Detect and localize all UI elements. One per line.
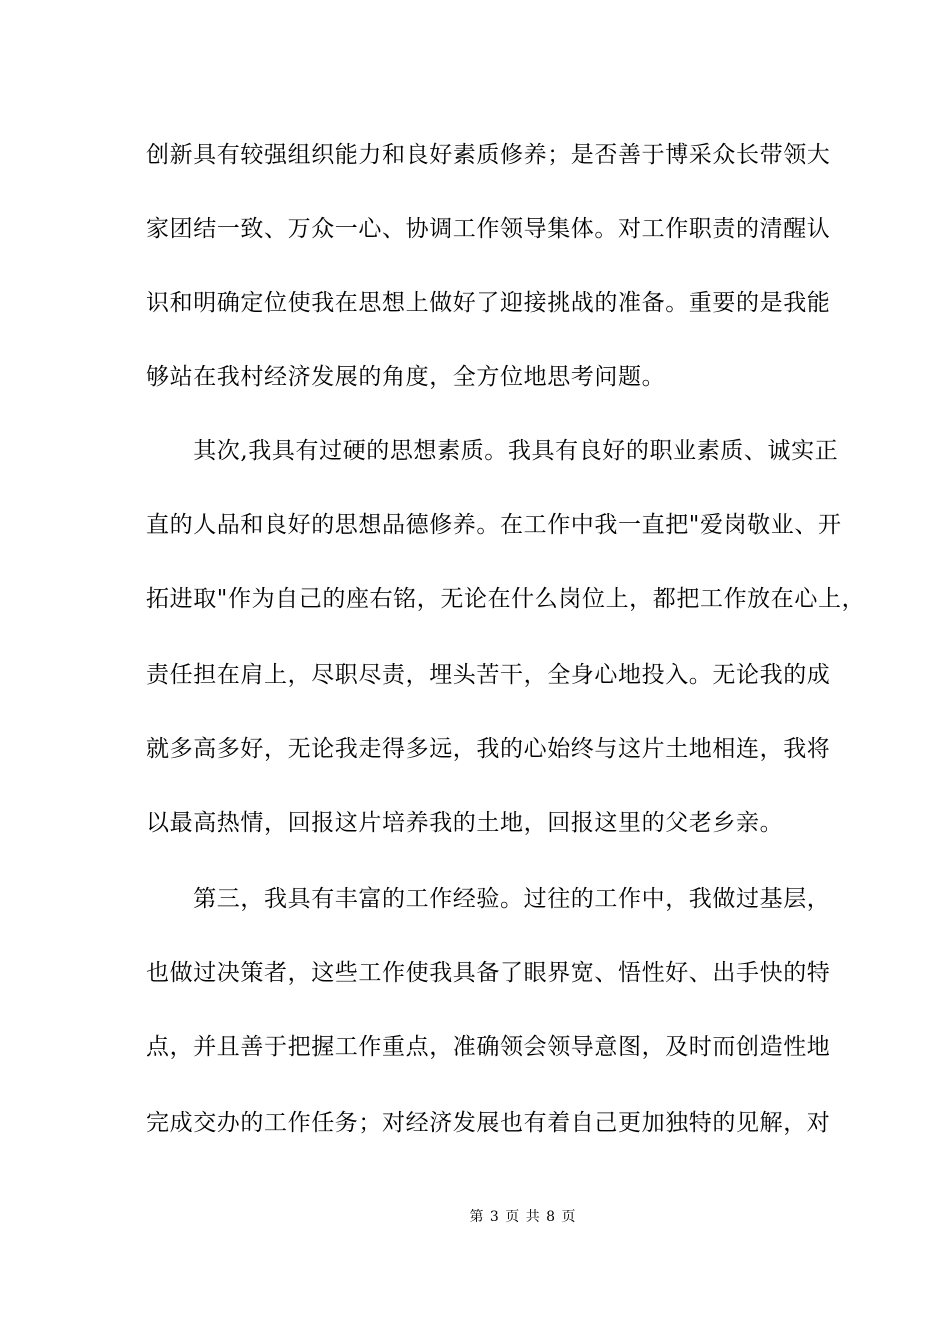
body-line: 够站在我村经济发展的角度，全方位地思考问题。 bbox=[146, 364, 666, 390]
page-number: 第 3 页 共 8 页 bbox=[469, 1209, 577, 1225]
body-line: 就多高多好，无论我走得多远，我的心始终与这片土地相连，我将 bbox=[146, 736, 831, 762]
body-line: 创新具有较强组织能力和良好素质修养；是否善于博采众长带领大 bbox=[146, 142, 831, 168]
body-line: 拓进取"作为自己的座右铭，无论在什么岗位上，都把工作放在心上， bbox=[146, 586, 866, 612]
body-line: 责任担在肩上，尽职尽责，埋头苦干，全身心地投入。无论我的成 bbox=[146, 662, 831, 688]
page-footer bbox=[0, 1208, 950, 1226]
body-line: 识和明确定位使我在思想上做好了迎接挑战的准备。重要的是我能 bbox=[146, 290, 831, 316]
body-line: 其次,我具有过硬的思想素质。我具有良好的职业素质、诚实正 bbox=[146, 438, 839, 464]
body-line: 也做过决策者，这些工作使我具备了眼界宽、悟性好、出手快的特 bbox=[146, 960, 831, 986]
body-line: 以最高热情，回报这片培养我的土地，回报这里的父老乡亲。 bbox=[146, 810, 784, 836]
body-line: 第三，我具有丰富的工作经验。过往的工作中，我做过基层， bbox=[146, 886, 831, 912]
body-line: 完成交办的工作任务；对经济发展也有着自己更加独特的见解，对 bbox=[146, 1110, 831, 1136]
body-line: 直的人品和良好的思想品德修养。在工作中我一直把"爱岗敬业、开 bbox=[146, 512, 842, 538]
body-line: 点，并且善于把握工作重点，准确领会领导意图，及时而创造性地 bbox=[146, 1034, 831, 1060]
body-line: 家团结一致、万众一心、协调工作领导集体。对工作职责的清醒认 bbox=[146, 216, 831, 242]
